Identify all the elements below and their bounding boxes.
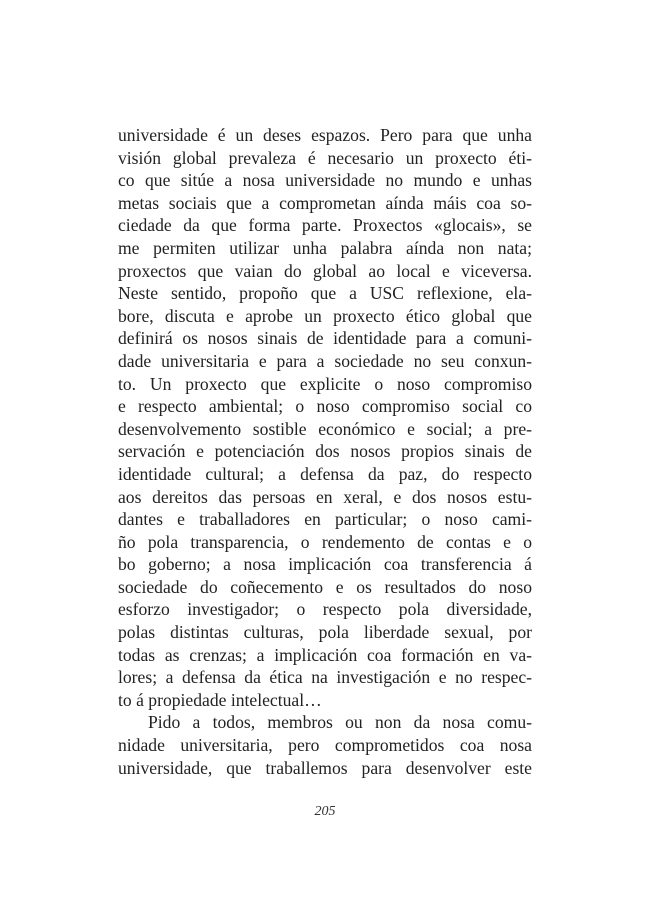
text-line: bore, discuta e aprobe un proxecto ético global que <box>118 305 532 326</box>
text-line: Pido a todos, membros ou non da nosa comu- <box>148 712 532 733</box>
text-line: e respecto ambiental; o noso compromiso social co <box>118 396 532 417</box>
text-line: aos dereitos das persoas en xeral, e dos nosos estu- <box>118 486 532 507</box>
text-line: proxectos que vaian do global ao local e viceversa. <box>118 260 532 281</box>
text-line: identidade cultural; a defensa da paz, do respecto <box>118 463 532 484</box>
text-line: desenvolvemento sostible económico e social; a pre- <box>118 418 532 439</box>
text-line: nidade universitaria, pero comprometidos coa nosa <box>118 735 532 756</box>
text-line: todas as crenzas; a implicación coa formación en va- <box>118 644 532 665</box>
text-line: metas sociais que a comprometan aínda máis coa so- <box>118 192 532 213</box>
text-line: esforzo investigador; o respecto pola diversidade, <box>118 599 532 620</box>
text-line: me permiten utilizar unha palabra aínda non nata; <box>118 237 532 258</box>
text-line: visión global prevaleza é necesario un proxecto éti- <box>118 147 532 168</box>
text-line: universidade, que traballemos para desenvolver este <box>118 757 532 778</box>
text-line: co que sitúe a nosa universidade no mundo e unhas <box>118 170 532 191</box>
paragraph <box>118 124 532 711</box>
text-line: polas distintas culturas, pola liberdade sexual, por <box>118 622 532 643</box>
text-line: definirá os nosos sinais de identidade para a comuni- <box>118 328 532 349</box>
body-text <box>118 124 532 779</box>
text-line: Neste sentido, propoño que a USC reflexione, ela- <box>118 283 532 304</box>
text-line: to á propiedade intelectual… <box>118 689 322 710</box>
text-line: ño pola transparencia, o rendemento de contas e o <box>118 531 532 552</box>
text-line: dantes e traballadores en particular; o noso cami- <box>118 509 532 530</box>
text-line: bo goberno; a nosa implicación coa transferencia á <box>118 554 532 575</box>
paragraph <box>118 711 532 779</box>
page-number: 205 <box>314 804 336 819</box>
text-line: servación e potenciación dos nosos propios sinais de <box>118 441 532 462</box>
text-line: to. Un proxecto que explicite o noso compromiso <box>118 373 532 394</box>
text-line: lores; a defensa da ética na investigación e no respec- <box>118 667 532 688</box>
text-line: universidade é un deses espazos. Pero para que unha <box>118 125 532 145</box>
text-line: ciedade da que forma parte. Proxectos «glocais», se <box>118 215 532 236</box>
text-line: sociedade do coñecemento e os resultados do noso <box>118 576 532 597</box>
text-line: dade universitaria e para a sociedade no seu conxun- <box>118 350 532 371</box>
